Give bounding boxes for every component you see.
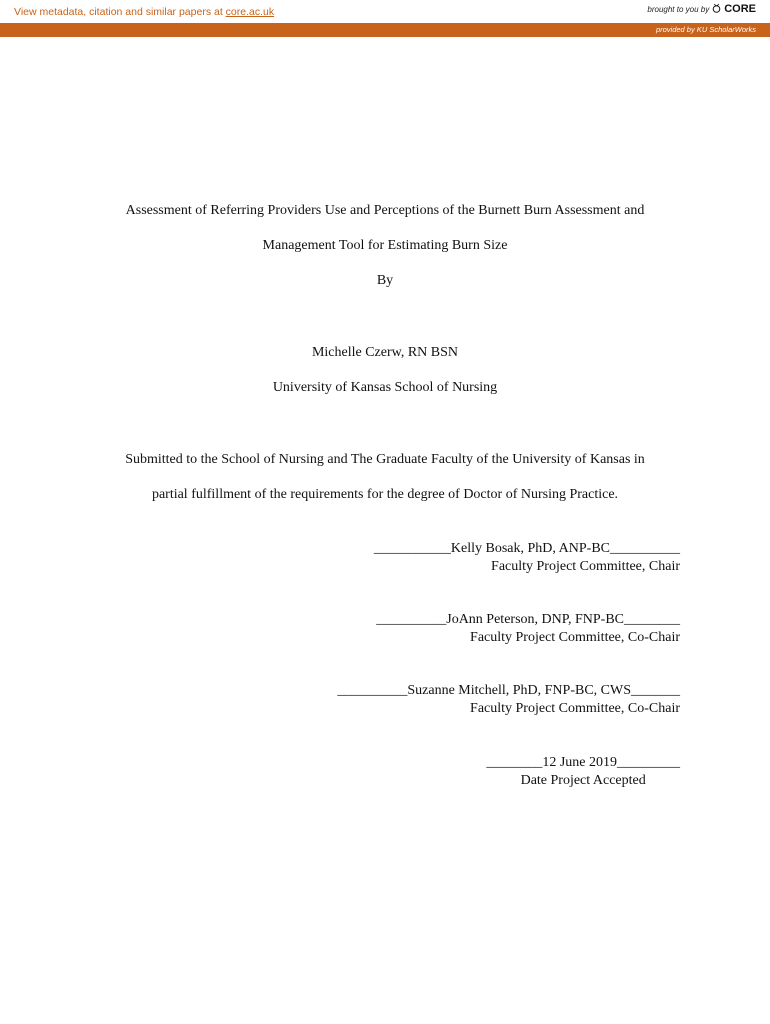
signature-line: __________JoAnn Peterson, DNP, FNP-BC________ — [376, 612, 680, 627]
author-name: Michelle Czerw, RN BSN — [311, 345, 459, 360]
core-provider-stripe — [0, 23, 770, 37]
signature-block-chair — [374, 540, 680, 576]
metadata-text: View metadata, citation and similar papers at — [14, 6, 226, 18]
title-line-1: Assessment of Referring Providers Use and Perceptions of the Burnett Burn Assessment and — [125, 203, 645, 218]
signature-role: Faculty Project Committee, Co-Chair — [470, 701, 680, 716]
signature-block-cochair-2 — [337, 682, 680, 718]
acceptance-label: Date Project Accepted — [520, 773, 646, 788]
title-by: By — [376, 273, 394, 288]
acceptance-date-line: ________12 June 2019_________ — [486, 755, 680, 770]
brought-by-text: brought to you by — [647, 4, 710, 14]
metadata-notice — [14, 6, 274, 18]
signature-line: ___________Kelly Bosak, PhD, ANP-BC__________ — [373, 541, 680, 556]
core-attribution — [647, 3, 756, 15]
author-institution: University of Kansas School of Nursing — [272, 380, 498, 395]
signature-role: Faculty Project Committee, Co-Chair — [470, 630, 680, 645]
core-link[interactable]: core.ac.uk — [225, 6, 275, 18]
core-logo-text: CORE — [724, 3, 756, 15]
signature-block-cochair-1 — [376, 611, 680, 647]
provider-text: provided by KU ScholarWorks — [655, 25, 756, 34]
core-logo-icon — [712, 3, 721, 15]
acceptance-block — [486, 754, 680, 790]
title-line-2: Management Tool for Estimating Burn Size — [262, 238, 508, 253]
submission-line-2: partial fulfillment of the requirements for the degree of Doctor of Nursing Practice. — [151, 487, 619, 502]
submission-line-1: Submitted to the School of Nursing and The Graduate Faculty of the University of Kansas in — [125, 452, 645, 467]
core-banner — [0, 0, 770, 23]
signature-line: __________Suzanne Mitchell, PhD, FNP-BC, CWS_______ — [337, 683, 680, 698]
signature-role: Faculty Project Committee, Chair — [491, 559, 680, 574]
